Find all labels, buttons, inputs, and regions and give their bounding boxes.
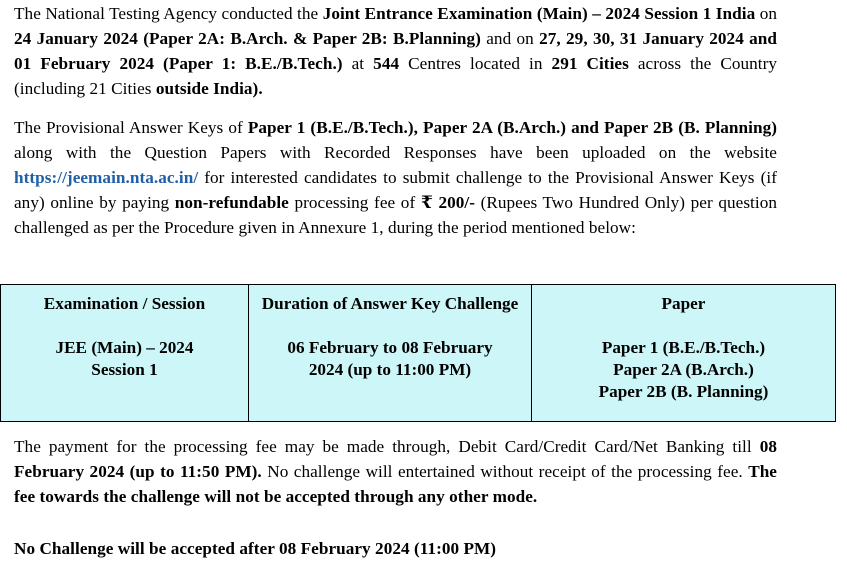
non-refundable-label: non-refundable	[174, 193, 289, 212]
paper-2b-value: Paper 2B (B. Planning)	[598, 382, 769, 401]
final-notice	[14, 536, 777, 561]
answer-key-paragraph	[14, 115, 777, 240]
fee-amount: ₹ 200/-	[420, 193, 475, 212]
paper-list: Paper 1 (B.E./B.Tech.), Paper 2A (B.Arch.) and Paper 2B (B. Planning)	[247, 118, 777, 137]
city-count: 291 Cities	[551, 54, 629, 73]
exam-session-cell	[1, 285, 249, 422]
intro-text-4: at	[342, 54, 374, 73]
duration-cell	[249, 285, 532, 422]
duration-header: Duration of Answer Key Challenge	[261, 294, 519, 313]
payment-mode-notice: The fee towards the challenge will not be accepted through any other mode.	[14, 462, 777, 506]
paper-2a-value: Paper 2A (B.Arch.)	[613, 360, 754, 379]
outside-india: outside India).	[155, 79, 263, 98]
payment-paragraph	[14, 434, 777, 509]
payment-deadline: 08 February 2024 (up to 11:50 PM).	[14, 437, 777, 481]
answer-key-text-5: (Rupees Two Hundred Only) per question challenged as per the Procedure given in Annexure 1, during the period mentioned below:	[14, 193, 777, 237]
answer-key-text-3: for interested candidates to submit challenge to the Provisional Answer Keys (if any) online by paying	[14, 168, 777, 212]
exam-name: Joint Entrance Examination (Main) – 2024 Session 1 India	[322, 4, 756, 23]
exam-value: JEE (Main) – 2024	[55, 338, 194, 357]
intro-text-5: Centres located in	[399, 54, 552, 73]
payment-text-2: No challenge will entertained without receipt of the processing fee.	[261, 462, 749, 481]
paper-cell	[532, 285, 836, 422]
session-value: Session 1	[91, 360, 158, 379]
exam-session-header: Examination / Session	[43, 294, 206, 313]
duration-value-2: 2024 (up to 11:00 PM)	[308, 360, 472, 379]
payment-text-1: The payment for the processing fee may be made through, Debit Card/Credit Card/Net Banking till	[14, 437, 760, 456]
intro-text-2: on	[755, 4, 777, 23]
paper-1-value: Paper 1 (B.E./B.Tech.)	[601, 338, 766, 357]
paper1-dates: 27, 29, 30, 31 January 2024 and 01 February 2024 (Paper 1: B.E./B.Tech.)	[14, 29, 777, 73]
challenge-schedule-table	[0, 284, 836, 422]
intro-text-3: and on	[480, 29, 540, 48]
duration-value-1: 06 February to 08 February	[287, 338, 493, 357]
intro-text-6: across the Country (including 21 Cities	[14, 54, 778, 98]
paper2-date: 24 January 2024 (Paper 2A: B.Arch. & Paper 2B: B.Planning)	[14, 29, 481, 48]
centre-count: 544	[373, 54, 400, 73]
paper-header: Paper	[661, 294, 706, 313]
website-link[interactable]: https://jeemain.nta.ac.in/	[14, 168, 199, 187]
answer-key-text-1: The Provisional Answer Keys of	[14, 118, 248, 137]
answer-key-text-4: processing fee of	[288, 193, 421, 212]
intro-paragraph	[14, 1, 777, 101]
intro-text-1: The National Testing Agency conducted the	[14, 4, 323, 23]
answer-key-text-2: along with the Question Papers with Recorded Responses have been uploaded on the website	[14, 143, 777, 162]
challenge-deadline-notice: No Challenge will be accepted after 08 February 2024 (11:00 PM)	[14, 539, 497, 558]
